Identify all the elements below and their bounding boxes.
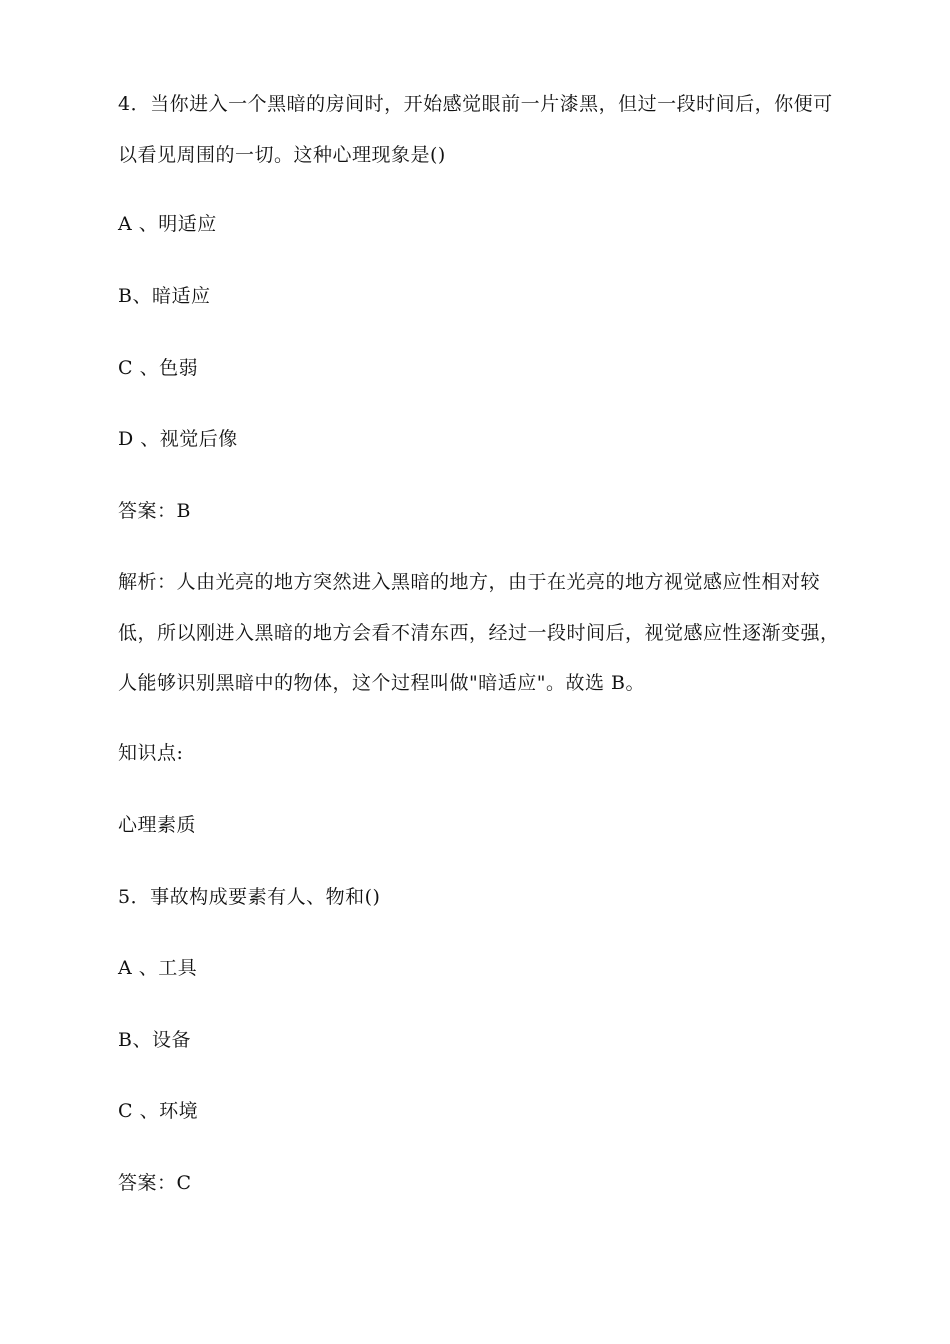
question-4-analysis-line-3: 人能够识别黑暗中的物体，这个过程叫做"暗适应"。故选 B。 [118, 672, 645, 694]
question-5-option-c: C 、环境 [118, 1100, 199, 1122]
question-4-analysis-line-2: 低，所以刚进入黑暗的地方会看不清东西，经过一段时间后，视觉感应性逐渐变强， [118, 622, 840, 644]
question-4-option-c: C 、色弱 [118, 357, 199, 379]
question-5-answer: 答案：C [118, 1172, 192, 1194]
question-5-option-b: B、设备 [118, 1029, 191, 1051]
question-4-option-a: A 、明适应 [118, 213, 217, 235]
question-4-answer: 答案：B [118, 500, 191, 522]
question-4-stem-line-2: 以看见周围的一切。这种心理现象是() [118, 144, 446, 166]
question-4-option-b: B、暗适应 [118, 285, 211, 307]
question-5-option-a: A 、工具 [118, 957, 198, 979]
question-4-analysis-line-1: 解析：人由光亮的地方突然进入黑暗的地方，由于在光亮的地方视觉感应性相对较 [118, 571, 821, 593]
question-4-knowledge-label: 知识点: [118, 742, 184, 764]
question-4-knowledge-value: 心理素质 [118, 814, 197, 836]
question-5-stem: 5．事故构成要素有人、物和() [118, 886, 381, 908]
question-4-stem-line-1: 4．当你进入一个黑暗的房间时，开始感觉眼前一片漆黑，但过一段时间后，你便可 [118, 93, 833, 115]
question-4-option-d: D 、视觉后像 [118, 428, 238, 450]
